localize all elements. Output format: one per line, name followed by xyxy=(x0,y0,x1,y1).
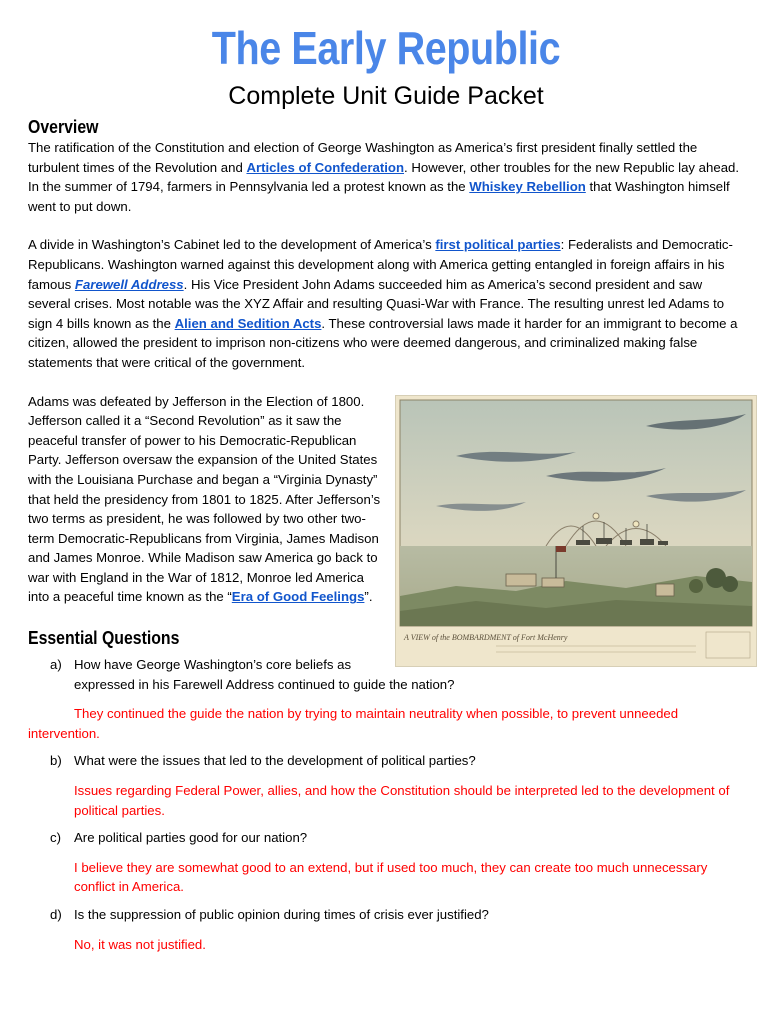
articles-of-confederation-link[interactable]: Articles of Confederation xyxy=(246,159,405,175)
question-letter: a) xyxy=(50,657,62,673)
overview-p3-text-1: Adams was defeated by Jefferson in the Election of 1800. Jefferson called it a “Second Revolution” as it saw the peaceful transfer of power to his Democratic-Republican Party. Jefferson oversaw the expansion of the United States with the Louisiana Purchase and began a “Virginia Dynasty” that held the presidency from 1801 to 1825. After Jefferson’s two terms as president, he was followed by two other two-term Democratic-Republicans from Virginia, James Madison and James Monroe. While Madison saw America go back to war with England in the War of 1812, Monroe led America into a peaceful time known as the “ xyxy=(28,393,381,605)
overview-p3-text-2: ”. xyxy=(364,589,373,605)
answer-text xyxy=(28,704,744,743)
question-text: Is the suppression of public opinion during times of crisis ever justified? xyxy=(74,907,489,922)
overview-paragraph-2 xyxy=(28,235,744,372)
overview-p1-text-1: The ratification of the Constitution and election of George Washington as America’s first president finally settled the turbulent times of the Revolution and xyxy=(28,140,698,175)
overview-heading: Overview xyxy=(28,117,99,137)
answer-c-text: I believe they are somewhat good to an extend, but if used too much, they can create too much unnecessary conflict in America. xyxy=(74,859,708,895)
first-political-parties-link[interactable]: first political parties xyxy=(435,237,561,253)
overview-p2-text-4: . These controversial laws made it harder for an immigrant to become a citizen, allowed the president to imprison non-citizens who were deemed dangerous, and criminalized making false statements that were critical of the government. xyxy=(28,315,738,370)
page-title: The Early Republic xyxy=(211,22,561,74)
question-letter: c) xyxy=(50,830,61,846)
era-of-good-feelings-link[interactable]: Era of Good Feelings xyxy=(231,589,365,605)
overview-paragraph-1 xyxy=(28,138,744,216)
question-letter: d) xyxy=(50,907,62,922)
question-letter: b) xyxy=(50,753,62,769)
page-subtitle: Complete Unit Guide Packet xyxy=(228,82,544,110)
question-item-c xyxy=(28,828,744,897)
overview-p2-text-1: A divide in Washington’s Cabinet led to the development of America’s xyxy=(28,237,436,253)
question-text: What were the issues that led to the development of political parties? xyxy=(74,753,476,769)
overview-p2-text-2: : Federalists and Democratic-Republicans. Washington warned against this development along with America getting entangled in foreign affairs in his famous xyxy=(28,237,733,292)
overview-p2-text-3: . His Vice President John Adams succeeded him as America’s second president and saw several crises. Most notable was the XYZ Affair and resulting Quasi-War with France. The resulting unrest led Adams to sign 4 bills known as the xyxy=(28,276,725,331)
overview-p1-text-2: . However, other troubles for the new Republic lay ahead. In the summer of 1794, farmers in Pennsylvania led a protest known as the xyxy=(28,159,740,195)
overview-p1-text-3: that Washington himself went to put down. xyxy=(28,179,730,214)
farewell-address-link[interactable]: Farewell Address xyxy=(74,276,184,292)
question-item-d xyxy=(28,905,744,954)
answer-b-text: Issues regarding Federal Power, allies, and how the Constitution should be interpreted led to the development of political parties. xyxy=(74,783,730,818)
question-text: Are political parties good for our nation? xyxy=(74,830,308,846)
fort-mchenry-bombardment-image xyxy=(395,395,757,667)
whiskey-rebellion-link[interactable]: Whiskey Rebellion xyxy=(469,179,586,195)
document-page xyxy=(28,0,744,962)
question-item-a xyxy=(28,655,744,743)
question-item-b xyxy=(28,751,744,820)
essential-questions-heading: Essential Questions xyxy=(28,628,180,649)
question-text: How have George Washington’s core beliefs as expressed in his Farewell Address continued to guide the nation? xyxy=(74,657,455,692)
alien-and-sedition-acts-link[interactable]: Alien and Sedition Acts xyxy=(174,315,322,331)
image-caption: A VIEW of the BOMBARDMENT of Fort McHenry xyxy=(404,632,568,642)
essential-questions-list xyxy=(28,655,744,954)
answer-d-text: No, it was not justified. xyxy=(74,936,206,952)
answer-a-text: They continued the guide the nation by trying to maintain neutrality when possible, to prevent unneeded intervention. xyxy=(28,706,679,741)
